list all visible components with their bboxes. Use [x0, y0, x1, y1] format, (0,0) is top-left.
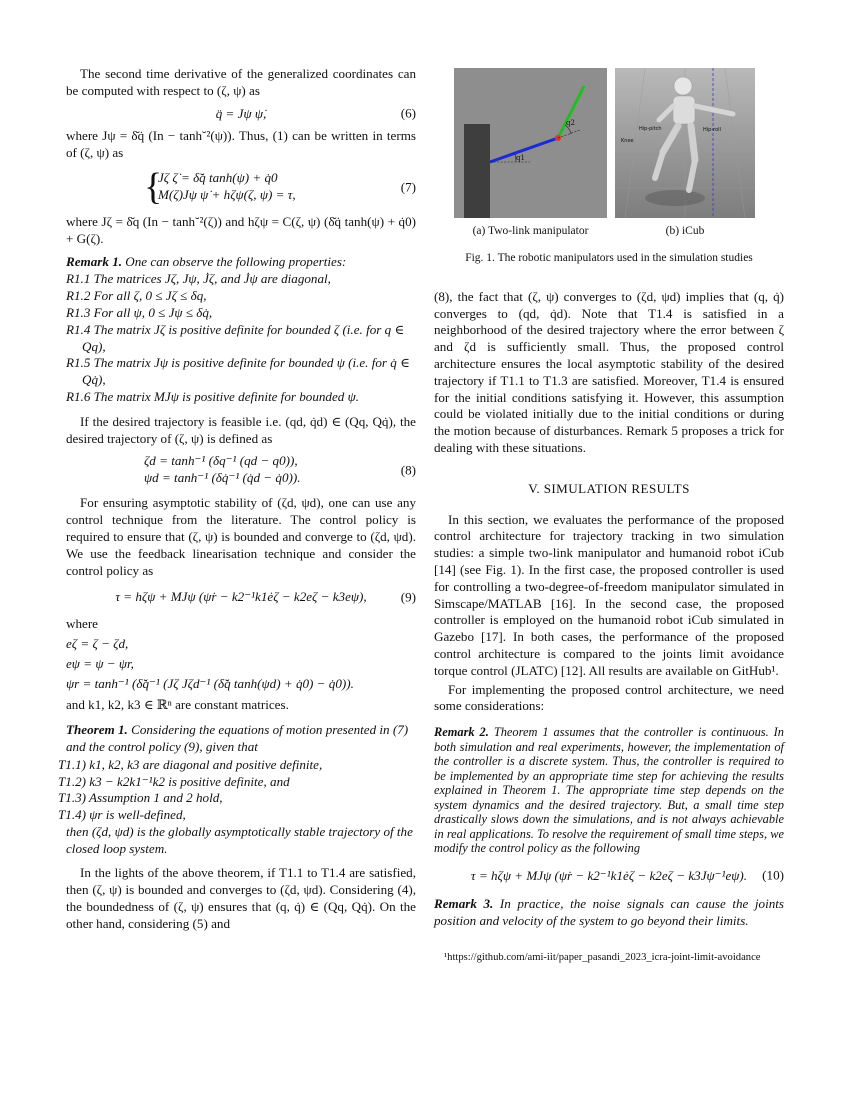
equation-number: (10)	[762, 867, 784, 883]
equation-number: (6)	[400, 105, 416, 121]
equation-10	[434, 868, 784, 885]
list-item: T1.2) k3 − k2k1⁻¹k2 is positive definite, and	[58, 773, 290, 789]
list-item: R1.6 The matrix MJψ is positive definite for bounded ψ.	[66, 388, 360, 404]
left-column	[58, 66, 416, 933]
angle-label: q1	[516, 154, 525, 162]
paragraph: where	[66, 616, 98, 632]
remark-items	[66, 271, 416, 405]
list-item: R1.3 For all ψ, 0 ≤ Jψ ≤ δq̇,	[66, 304, 213, 320]
remark-text: Theorem 1 assumes that the controller is continuous. In both simulation and real experiments, however, the implementation of the controller is a discrete system. Thus, the controller is required to be implemented by an appropriate time step for achieving the results explained in Theorem 1. The appropriate time step depends on the system dynamics and the desired trajectory. But, a small time step drastically slows down the simulations, and is not always achievable in real applications. To resolve the requirement of small time steps, we modify the control policy as the following	[434, 725, 784, 856]
joint-label: Hip-pitch	[639, 126, 662, 132]
subcaption-a: (a) Two-link manipulator	[472, 225, 589, 237]
footnote: ¹https://github.com/ami-iit/paper_pasandi_2023_icra-joint-limit-avoidance	[444, 952, 761, 964]
paragraph: In the lights of the above theorem, if T1.1 to T1.4 are satisfied, then (ζ, ψ) is bounded and converges to (ζd, ψd). Considering (4), the boundedness of (ζ, ψ) ensures that (q, q̇) ∈ (Qq, Qq̇). On the other hand, considering (5) and	[66, 865, 416, 931]
joint-label: Knee	[621, 138, 634, 144]
remark-2	[434, 725, 784, 856]
paragraph: where Jζ = δ̆q (In − tanh˘²(ζ)) and hζψ = C(ζ, ψ) (δ̆q̇ tanh(ψ) + q̇0) + G(ζ).	[66, 213, 416, 246]
theorem-label: Theorem 1.	[66, 722, 128, 738]
equation-line: eψ = ψ − ψr,	[66, 655, 134, 671]
list-item: T1.4) ψr is well-defined,	[58, 807, 186, 823]
paragraph: (8), the fact that (ζ, ψ) converges to (ζd, ψd) implies that (q, q̇) converges to (qd, q̇d). Note that T1.4 is satisfied in a neighborhood of the desired trajectory where the error between ζ and ζd is sufficiently small. Thus, the proposed control architecture ensures the local asymptotic stability of the desired trajectory if T1.1 to T1.3 are satisfied. Moreover, T1.4 is ensured for the initial conditions satisfying it. However, this assumption could be violated initially due to the initial conditions or during the motion because of disturbances. Remark 5 proposes a trick for dealing with these situations.	[434, 288, 784, 455]
paragraph: where Jψ = δ̆q̇ (In − tanh˘²(ψ)). Thus, (1) can be written in terms of (ζ, ψ) as	[66, 128, 416, 161]
equation-line: M(ζ)Jψ ψ̇ + hζψ(ζ, ψ) = τ,	[158, 186, 296, 202]
equation-body: τ = hζψ + MJψ (ψ̇r − k2⁻¹k1ėζ − k2eζ − k3Jψ⁻¹eψ).	[470, 867, 748, 883]
equation-body: q̈ = Jψ ψ̇,	[215, 105, 267, 121]
paragraph: The second time derivative of the generalized coordinates can be computed with respect to (ζ, ψ) as	[66, 66, 416, 98]
list-item: R1.5 The matrix Jψ is positive definite for bounded ψ (i.e. for q̇ ∈ Qq̇),	[66, 355, 410, 388]
remark-text: One can observe the following properties:	[125, 253, 347, 269]
theorem-text: Considering the equations of motion presented in (7) and the control policy (9), given that	[66, 722, 409, 754]
remark-label: Remark 2.	[434, 725, 489, 740]
equation-6	[66, 106, 416, 123]
theorem-items	[58, 756, 416, 824]
equation-9	[66, 589, 416, 606]
equation-number: (7)	[400, 179, 416, 195]
paragraph: For ensuring asymptotic stability of (ζd, ψd), one can use any control technique from the literature. The control policy is required to ensure that (ζ, ψ) is bounded and converge to (ζd, ψd). We use the feedback linearisation technique and consider the control policy as	[66, 495, 416, 578]
paragraph: For implementing the proposed control architecture, we need some considerations:	[434, 681, 784, 714]
subcaption-b: (b) iCub	[665, 225, 705, 237]
two-link-manipulator-image	[454, 68, 607, 218]
equation-number: (9)	[400, 589, 416, 605]
figure-caption: Fig. 1. The robotic manipulators used in the simulation studies	[465, 252, 753, 264]
theorem-conclusion: then (ζd, ψd) is the globally asymptotically stable trajectory of the closed loop system.	[66, 823, 413, 856]
equation-body: τ = hζψ + MJψ (ψ̇r − k2⁻¹k1ėζ − k2eζ − k3eψ),	[115, 589, 367, 605]
angle-label: q2	[566, 119, 575, 127]
equation-line: Jζ ζ̇ = δ̆q̇ tanh(ψ) + q̇0	[158, 169, 278, 185]
theorem-1	[58, 722, 416, 857]
equation-8	[66, 453, 416, 489]
paragraph: If the desired trajectory is feasible i.e. (qd, q̇d) ∈ (Qq, Qq̇), the desired trajectory of (ζ, ψ) is defined as	[66, 413, 416, 446]
figure-1	[434, 66, 784, 246]
list-item: T1.1) k1, k2, k3 are diagonal and positive definite,	[58, 756, 323, 772]
equation-line: eζ = ζ − ζd,	[66, 635, 129, 651]
equation-7	[66, 165, 416, 208]
brace-glyph: {	[144, 165, 163, 208]
remark-label: Remark 1.	[66, 253, 123, 269]
error-definitions	[66, 636, 416, 692]
list-item: R1.2 For all ζ, 0 ≤ Jζ ≤ δq,	[66, 288, 207, 304]
section-heading: V. SIMULATION RESULTS	[528, 480, 690, 496]
right-column	[434, 66, 784, 967]
remark-label: Remark 3.	[434, 896, 494, 912]
joint-label: Hip-roll	[703, 127, 721, 133]
equation-line: ζd = tanh⁻¹ (δq⁻¹ (qd − q0)),	[144, 453, 298, 469]
icub-image	[615, 68, 755, 218]
remark-1	[66, 254, 416, 406]
equation-line: ψr = tanh⁻¹ (δ̆q̇⁻¹ (Jζ Jζd⁻¹ (δ̆q̇ tanh(ψd) + q̇0) − q̇0)).	[66, 675, 354, 691]
equation-number: (8)	[400, 462, 416, 478]
list-item: R1.4 The matrix Jζ is positive definite for bounded ζ (i.e. for q ∈ Qq),	[66, 321, 405, 354]
remark-3	[434, 896, 784, 930]
paragraph: In this section, we evaluates the performance of the proposed control architecture for trajectory tracking in two simulation studies: a simple two-link manipulator and humanoid robot iCub [14] (see Fig. 1). In the first case, the proposed controller is used for controlling a two-degree-of-freedom manipulator simulated in Simscape/MATLAB [16]. In the second case, the proposed controller is employed on the humanoid robot iCub simulated in Gazebo [17]. In both cases, the performance of the proposed control architecture is compared to the joints limit avoidance torque control (JLATC) [12]. All results are available on GitHub¹.	[434, 511, 784, 678]
list-item: R1.1 The matrices Jζ, Jψ, J̇ζ, and J̇ψ are diagonal,	[66, 271, 331, 287]
equation-line: ψd = tanh⁻¹ (δq̇⁻¹ (q̇d − q̇0)).	[144, 470, 301, 486]
list-item: T1.3) Assumption 1 and 2 hold,	[58, 790, 223, 806]
remark-text: In practice, the noise signals can cause the joints position and velocity of the system to go beyond their limits.	[434, 896, 785, 929]
paragraph: and k1, k2, k3 ∈ ℝⁿ are constant matrices.	[66, 697, 289, 713]
